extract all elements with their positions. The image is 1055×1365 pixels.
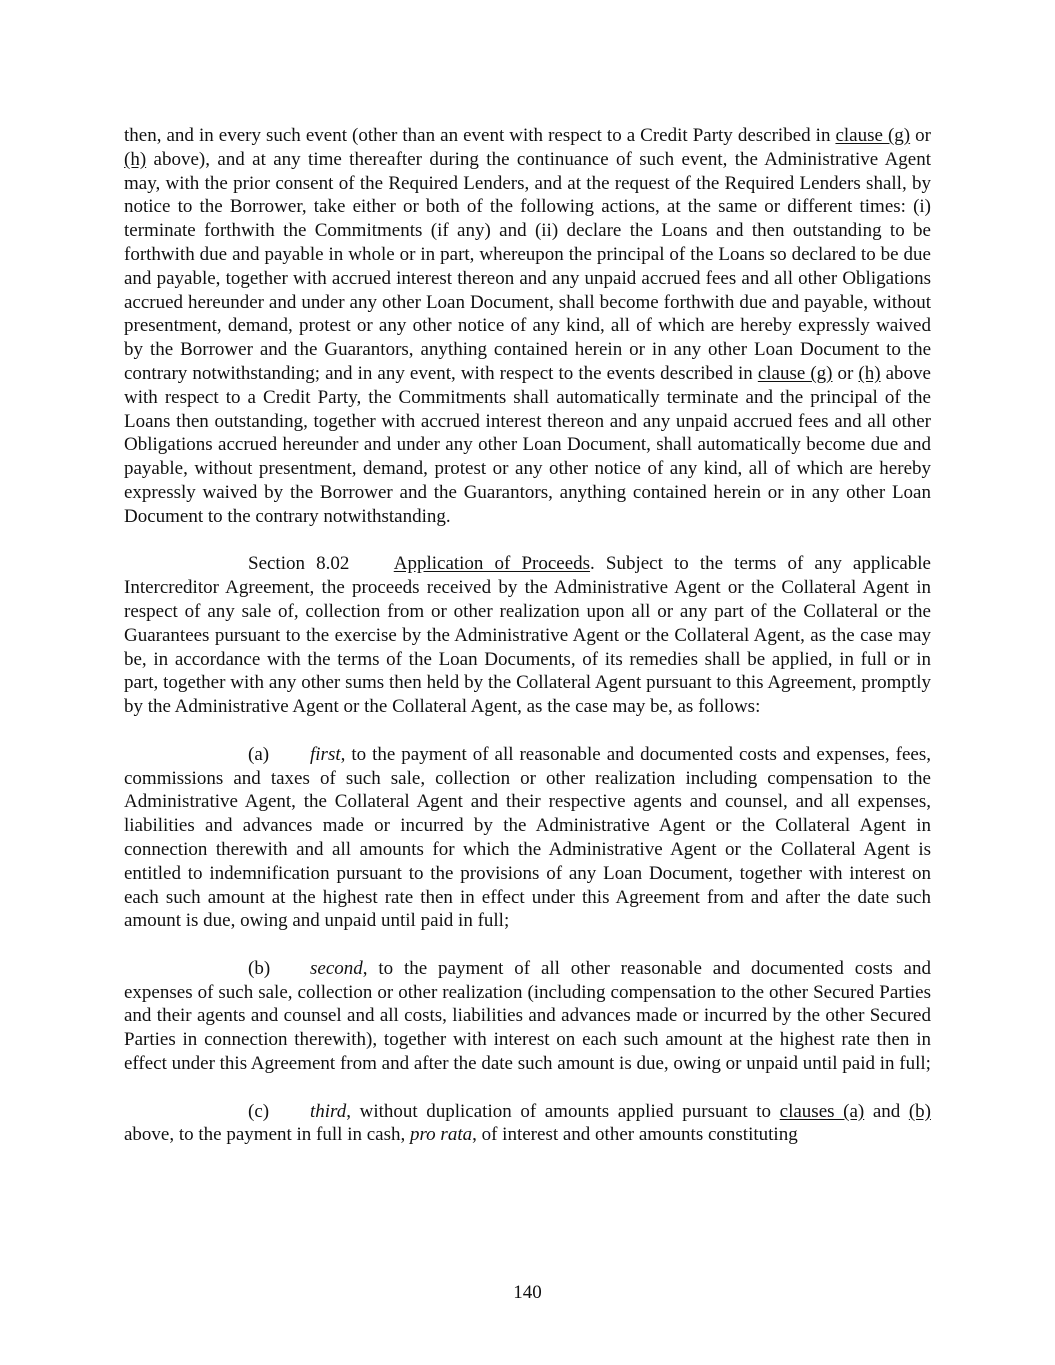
clause-g-reference: clause (g): [757, 362, 833, 384]
clause-h-reference: (h): [858, 362, 881, 384]
list-item-a: (a) first, to the payment of all reasonable and documented costs and expenses, fees, commissions and taxes of such sale, collection or other realization including compensation to the Administrative Agent, the Collateral Agent and their respective agents and counsel, and all expenses, liabilities and advances made or incurred by the Administrative Agent or the Collateral Agent in connection therewith and all amounts for which the Administrative Agent or the Collateral Agent is entitled to indemnification pursuant to the provisions of any Loan Document, together with interest on each such amount at the highest rate then in effect under this Agreement from and after the date such amount is due, owing and unpaid until paid in full;: [124, 743, 931, 932]
list-item-b: (b) second, to the payment of all other reasonable and documented costs and expenses of such sale, collection or other realization (including compensation to the other Secured Parties and their agents and counsel and all costs, liabilities and advances made or incurred by the other Secured Parties in connection therewith), together with interest on each such amount at the highest rate then in effect under this Agreement from and after the date such amount is due, owing or unpaid until paid in full;: [124, 957, 931, 1075]
section-number: Section 8.02: [248, 553, 350, 575]
section-8-02-paragraph: Section 8.02 Application of Proceeds. Subject to the terms of any applicable Intercreditor Agreement, the proceeds received by the Administrative Agent or the Collateral Agent in respect of any sale of, collection from or other realization upon all or any part of the Collateral or the Guarantees pursuant to the exercise by the Administrative Agent or the Collateral Agent, as the case may be, in accordance with the terms of the Loan Documents, of its remedies shall be applied, in full or in part, together with any other sums then held by the Collateral Agent pursuant to this Agreement, promptly by the Administrative Agent or the Collateral Agent, as the case may be, as follows:: [124, 553, 931, 718]
item-label: (a): [248, 743, 270, 765]
page-number: 140: [513, 1282, 542, 1303]
item-lead-word: third: [310, 1100, 347, 1122]
document-page: [124, 124, 931, 1147]
pro-rata-term: pro rata: [409, 1124, 473, 1146]
item-lead-word: first: [310, 743, 341, 765]
item-lead-word: second: [310, 957, 363, 979]
clause-b-reference: (b): [908, 1100, 931, 1122]
list-item-c: (c) third, without duplication of amounts applied pursuant to clauses (a) and (b) above, to the payment in full in cash, pro rata, of interest and other amounts constituting: [124, 1100, 931, 1146]
section-heading: Application of Proceeds: [393, 553, 591, 575]
item-label: (c): [248, 1100, 270, 1122]
clause-h-reference: (h): [124, 148, 147, 170]
clauses-a-reference: clauses (a): [779, 1100, 865, 1122]
clause-g-reference: clause (g): [835, 125, 911, 146]
item-label: (b): [248, 957, 271, 979]
paragraph-remedies: then, and in every such event (other than an event with respect to a Credit Party described in clause (g) or (h) above), and at any time thereafter during the continuance of such event, the Administrative Agent may, with the prior consent of the Required Lenders, and at the request of the Required Lenders shall, by notice to the Borrower, take either or both of the following actions, at the same or different times: (i) terminate forthwith the Commitments (if any) and (ii) declare the Loans and then outstanding to be forthwith due and payable in whole or in part, whereupon the principal of the Loans so declared to be due and payable, together with accrued interest thereon and any unpaid accrued fees and all other Obligations accrued hereunder and under any other Loan Document, shall become forthwith due and payable, without presentment, demand, protest or any other notice of any kind, all of which are hereby expressly waived by the Borrower and the Guarantors, anything contained herein or in any other Loan Document to the contrary notwithstanding; and in any event, with respect to the events described in clause (g) or (h) above with respect to a Credit Party, the Commitments shall automatically terminate and the principal of the Loans then outstanding, together with accrued interest thereon and any unpaid accrued fees and all other Obligations accrued hereunder and under any other Loan Document, shall automatically become due and payable, without presentment, demand, protest or any other notice of any kind, all of which are hereby expressly waived by the Borrower and the Guarantors, anything contained herein or in any other Loan Document to the contrary notwithstanding.: [124, 125, 931, 527]
